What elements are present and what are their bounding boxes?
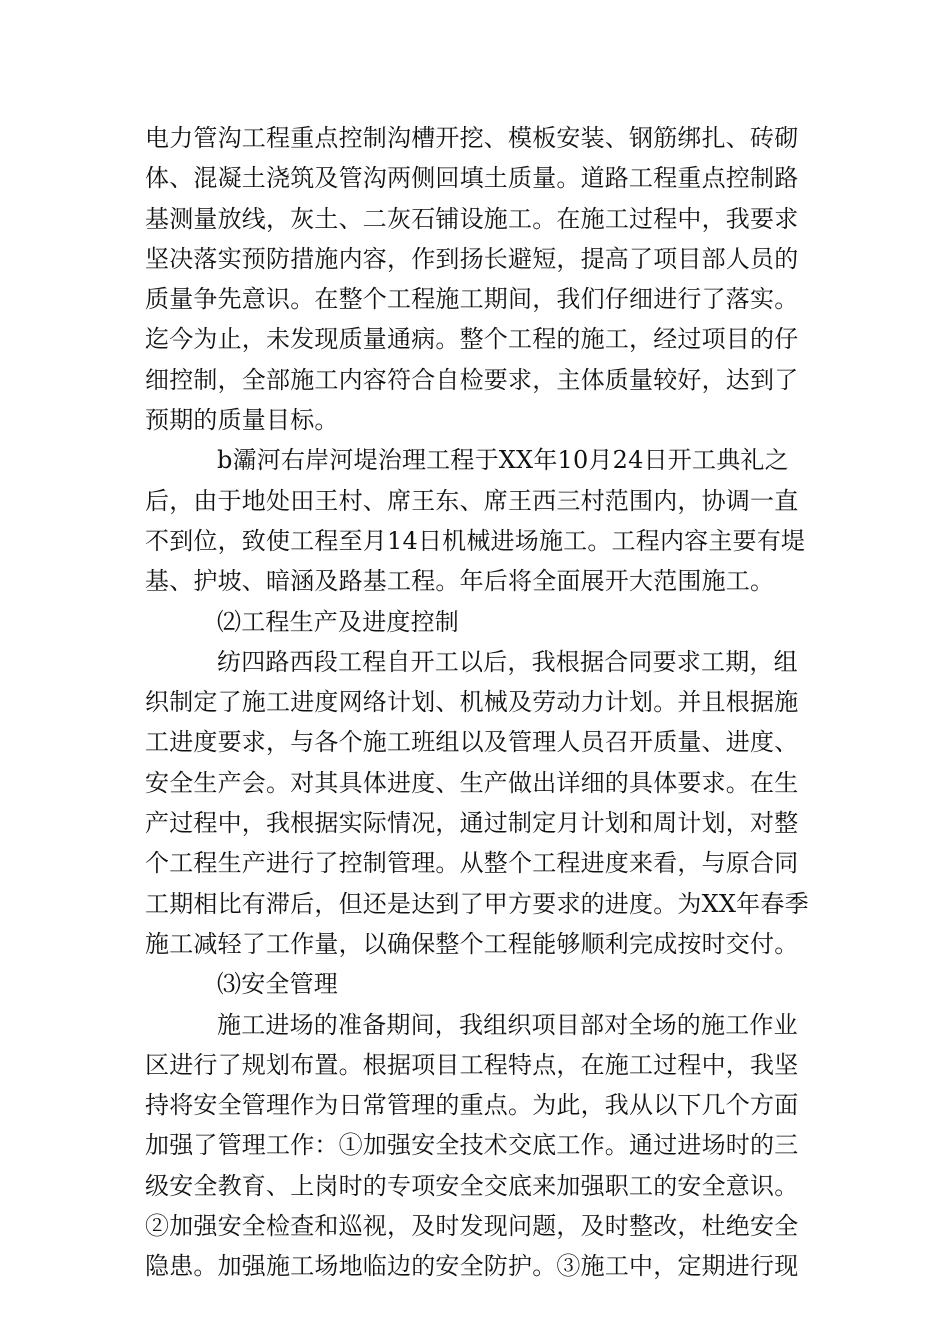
text-line: 产过程中，我根据实际情况，通过制定月计划和周计划，对整	[145, 809, 799, 838]
text-line: 工进度要求，与各个施工班组以及管理人员召开质量、进度、	[145, 728, 799, 757]
text-line: 后，由于地处田王村、席王东、席王西三村范围内，协调一直	[145, 486, 799, 515]
text-line: 坚决落实预防措施内容，作到扬长避短，提高了项目部人员的	[145, 244, 799, 273]
section-heading: ⑶安全管理	[217, 970, 338, 999]
text-line: 不到位，致使工程至月14日机械进场施工。工程内容主要有堤	[145, 526, 806, 555]
text-line: 加强了管理工作：①加强安全技术交底工作。通过进场时的三	[145, 1131, 799, 1160]
paragraph-start-line: 施工进场的准备期间，我组织项目部对全场的施工作业	[217, 1010, 798, 1039]
text-line: ②加强安全检查和巡视，及时发现问题，及时整改，杜绝安全	[145, 1212, 799, 1241]
text-line: 区进行了规划布置。根据项目工程特点，在施工过程中，我坚	[145, 1050, 799, 1079]
paragraph-start-line: 纺四路西段工程自开工以后，我根据合同要求工期，组	[217, 647, 798, 676]
text-line: 持将安全管理作为日常管理的重点。为此，我从以下几个方面	[145, 1091, 799, 1120]
section-heading: ⑵工程生产及进度控制	[217, 607, 459, 636]
text-line: 安全生产会。对其具体进度、生产做出详细的具体要求。在生	[145, 768, 799, 797]
text-line: 个工程生产进行了控制管理。从整个工程进度来看，与原合同	[145, 849, 799, 878]
text-line: 织制定了施工进度网络计划、机械及劳动力计划。并且根据施	[145, 688, 799, 717]
text-line: 施工减轻了工作量，以确保整个工程能够顺利完成按时交付。	[145, 929, 799, 958]
text-line: 电力管沟工程重点控制沟槽开挖、模板安装、钢筋绑扎、砖砌	[145, 124, 799, 152]
text-line: 体、混凝土浇筑及管沟两侧回填土质量。道路工程重点控制路	[145, 164, 799, 193]
paragraph-start-line: b灞河右岸河堤治理工程于XX年10月24日开工典礼之	[217, 446, 789, 475]
text-line: 迄今为止，未发现质量通病。整个工程的施工，经过项目的仔	[145, 325, 799, 354]
text-line: 基测量放线，灰土、二灰石铺设施工。在施工过程中，我要求	[145, 204, 799, 233]
text-line: 隐患。加强施工场地临边的安全防护。③施工中，定期进行现	[145, 1252, 799, 1281]
text-line: 质量争先意识。在整个工程施工期间，我们仔细进行了落实。	[145, 285, 799, 314]
text-line: 基、护坡、暗涵及路基工程。年后将全面展开大范围施工。	[145, 567, 775, 596]
text-line: 细控制，全部施工内容符合自检要求，主体质量较好，达到了	[145, 365, 799, 394]
text-line: 预期的质量目标。	[145, 406, 339, 435]
text-line: 级安全教育、上岗时的专项安全交底来加强职工的安全意识。	[145, 1171, 799, 1200]
body-text	[145, 118, 809, 1287]
text-line: 工期相比有滞后，但还是达到了甲方要求的进度。为XX年春季	[145, 889, 809, 918]
